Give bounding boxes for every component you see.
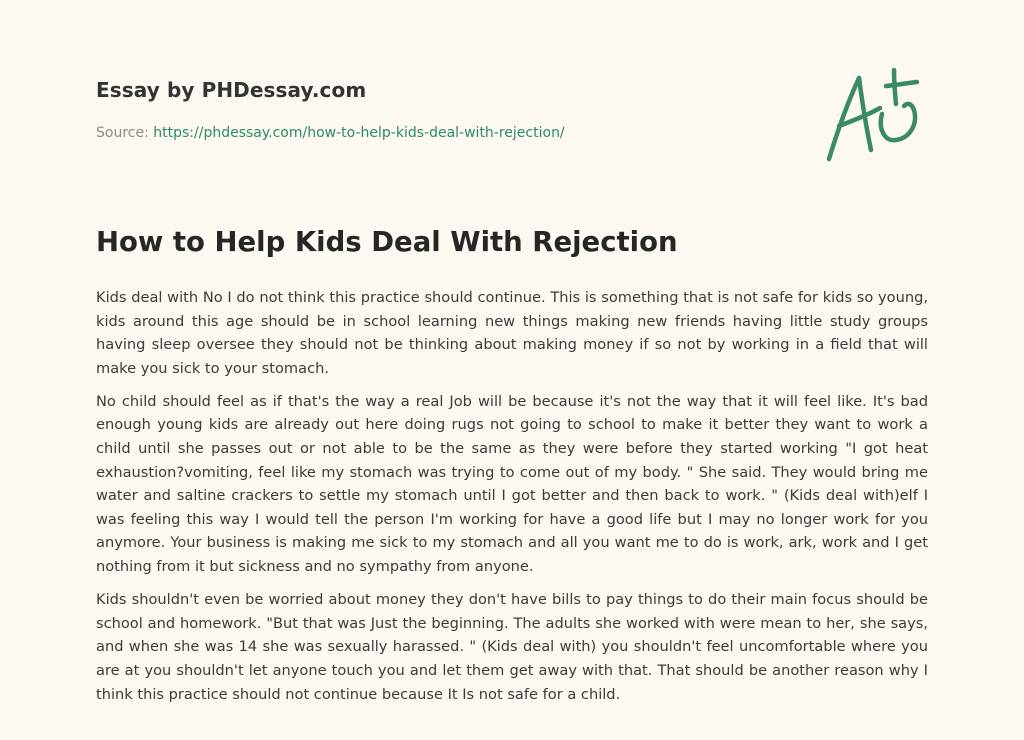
essay-paragraph: Kids shouldn't even be worried about money they don't have bills to pay things to do their main focus should be school and homework. "But that was Just the beginning. The adults she worked with were mean to her, she says, and when she was 14 she was sexually harassed. " (Kids deal with) you shouldn't feel uncomfortable where you are at you shouldn't let anyone touch you and let them get away with that. That should be another reason why I think this practice should not continue because It Is not safe for a child. [96,591,928,703]
source-link[interactable]: https://phdessay.com/how-to-help-kids-deal-with-rejection/ [153,125,565,141]
essay-paragraph: Kids deal with No I do not think this practice should continue. This is something that is not safe for kids so young, kids around this age should be in school learning new things making new friends having little study groups having sleep oversee they should not be thinking about making money if so not by working in a field that will make you sick to your stomach. [96,289,928,377]
essay-paragraph: No child should feel as if that's the way a real Job will be because it's not the way that it will feel like. It's bad enough young kids are already out here doing rugs not going to school to make it better they want to work a child until she passes out or not able to be the same as they were before they started working "I got heat exhaustion?vomiting, feel like my stomach was trying to come out of my body. " She said. They would bring me water and saltine crackers to settle my stomach until I got better and then back to work. " (Kids deal with)elf I was feeling this way I would tell the person I'm working for have a good life but I may no longer work for you anymore. Your business is making me sick to my stomach and all you want me to do is work, ark, work and I get nothing from it but sickness and no sympathy from anyone. [96,392,928,576]
source-label: Source: [96,125,149,141]
site-brand: Essay by PHDessay.com [96,78,367,102]
source-line [96,125,565,141]
a-plus-grade-icon [822,66,932,166]
essay-body [96,286,928,716]
essay-title: How to Help Kids Deal With Rejection [96,226,678,258]
